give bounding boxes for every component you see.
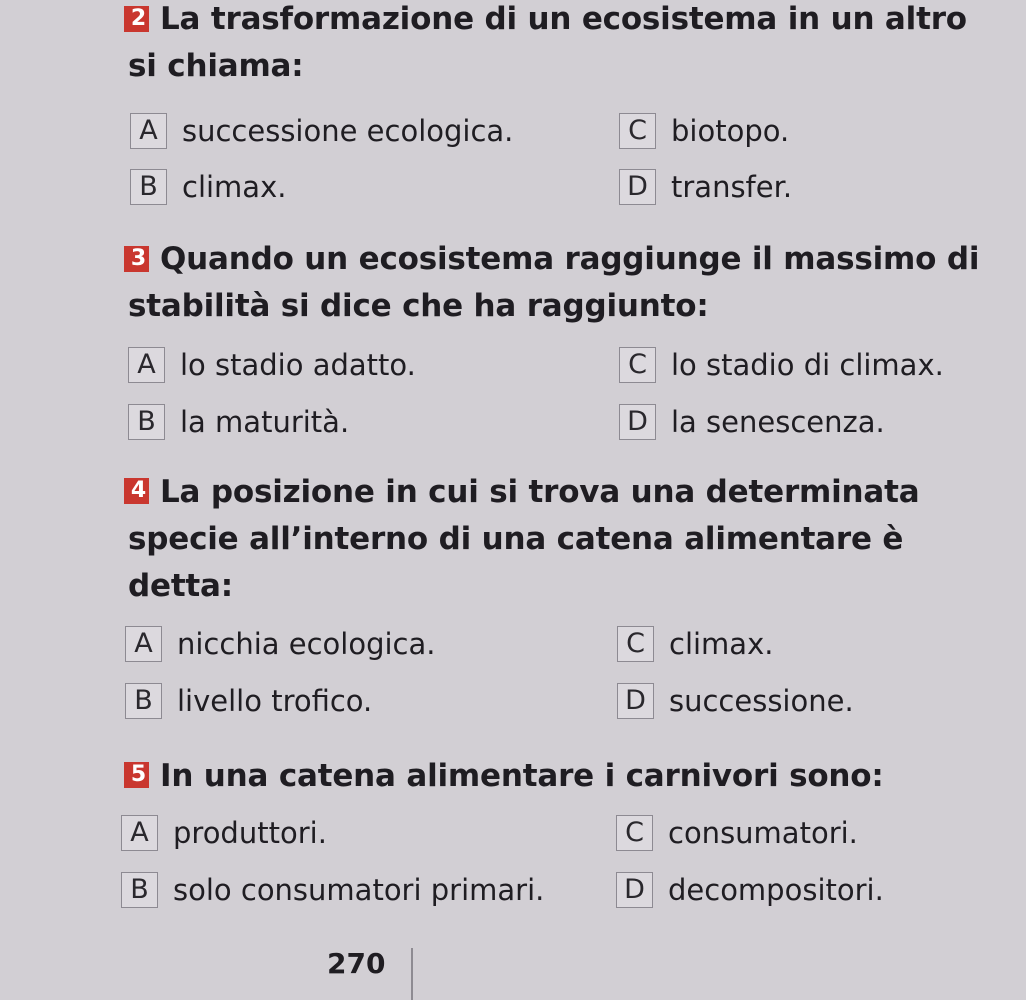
question-text bbox=[128, 469, 1008, 610]
option-letter-box: C bbox=[616, 815, 653, 851]
option-letter-box: A bbox=[128, 347, 165, 383]
option-text: livello trofico. bbox=[177, 684, 373, 718]
option-letter-box: A bbox=[121, 815, 158, 851]
option-text: lo stadio di climax. bbox=[671, 348, 944, 382]
option-text: solo consumatori primari. bbox=[173, 873, 545, 907]
question-line: La posizione in cui si trova una determinata bbox=[160, 474, 920, 510]
question-number-badge: 5 bbox=[124, 762, 149, 788]
question-text bbox=[128, 0, 1008, 90]
option-letter-box: B bbox=[125, 683, 162, 719]
option-text: consumatori. bbox=[668, 816, 858, 850]
option-letter-box: A bbox=[130, 113, 167, 149]
option-letter-box: D bbox=[619, 169, 656, 205]
question-line: specie all’interno di una catena alimentare è bbox=[128, 521, 904, 557]
option-text: lo stadio adatto. bbox=[180, 348, 416, 382]
option-letter-box: C bbox=[619, 347, 656, 383]
option-letter-box: B bbox=[128, 404, 165, 440]
option-letter-box: D bbox=[619, 404, 656, 440]
question-text bbox=[128, 753, 1008, 800]
option-text: successione ecologica. bbox=[182, 114, 514, 148]
option-letter-box: C bbox=[619, 113, 656, 149]
option-text: climax. bbox=[669, 627, 774, 661]
question-number-badge: 2 bbox=[124, 6, 149, 32]
question-text bbox=[128, 236, 1008, 330]
question-line: La trasformazione di un ecosistema in un altro bbox=[160, 1, 967, 37]
option-text: climax. bbox=[182, 170, 287, 204]
question-line: stabilità si dice che ha raggiunto: bbox=[128, 288, 709, 324]
option-letter-box: A bbox=[125, 626, 162, 662]
question-line: In una catena alimentare i carnivori sono: bbox=[160, 758, 884, 794]
option-text: decompositori. bbox=[668, 873, 884, 907]
question-line: detta: bbox=[128, 568, 233, 604]
option-letter-box: B bbox=[121, 872, 158, 908]
option-letter-box: C bbox=[617, 626, 654, 662]
page-divider bbox=[411, 948, 413, 1000]
option-letter-box: D bbox=[616, 872, 653, 908]
page-number: 270 bbox=[327, 947, 386, 980]
question-line: Quando un ecosistema raggiunge il massimo di bbox=[160, 241, 980, 277]
question-number-badge: 4 bbox=[124, 478, 149, 504]
option-text: transfer. bbox=[671, 170, 793, 204]
question-line: si chiama: bbox=[128, 48, 304, 84]
option-text: la maturità. bbox=[180, 405, 350, 439]
option-text: nicchia ecologica. bbox=[177, 627, 436, 661]
option-text: biotopo. bbox=[671, 114, 790, 148]
option-letter-box: B bbox=[130, 169, 167, 205]
option-letter-box: D bbox=[617, 683, 654, 719]
option-text: successione. bbox=[669, 684, 854, 718]
option-text: la senescenza. bbox=[671, 405, 885, 439]
question-number-badge: 3 bbox=[124, 246, 149, 272]
option-text: produttori. bbox=[173, 816, 327, 850]
